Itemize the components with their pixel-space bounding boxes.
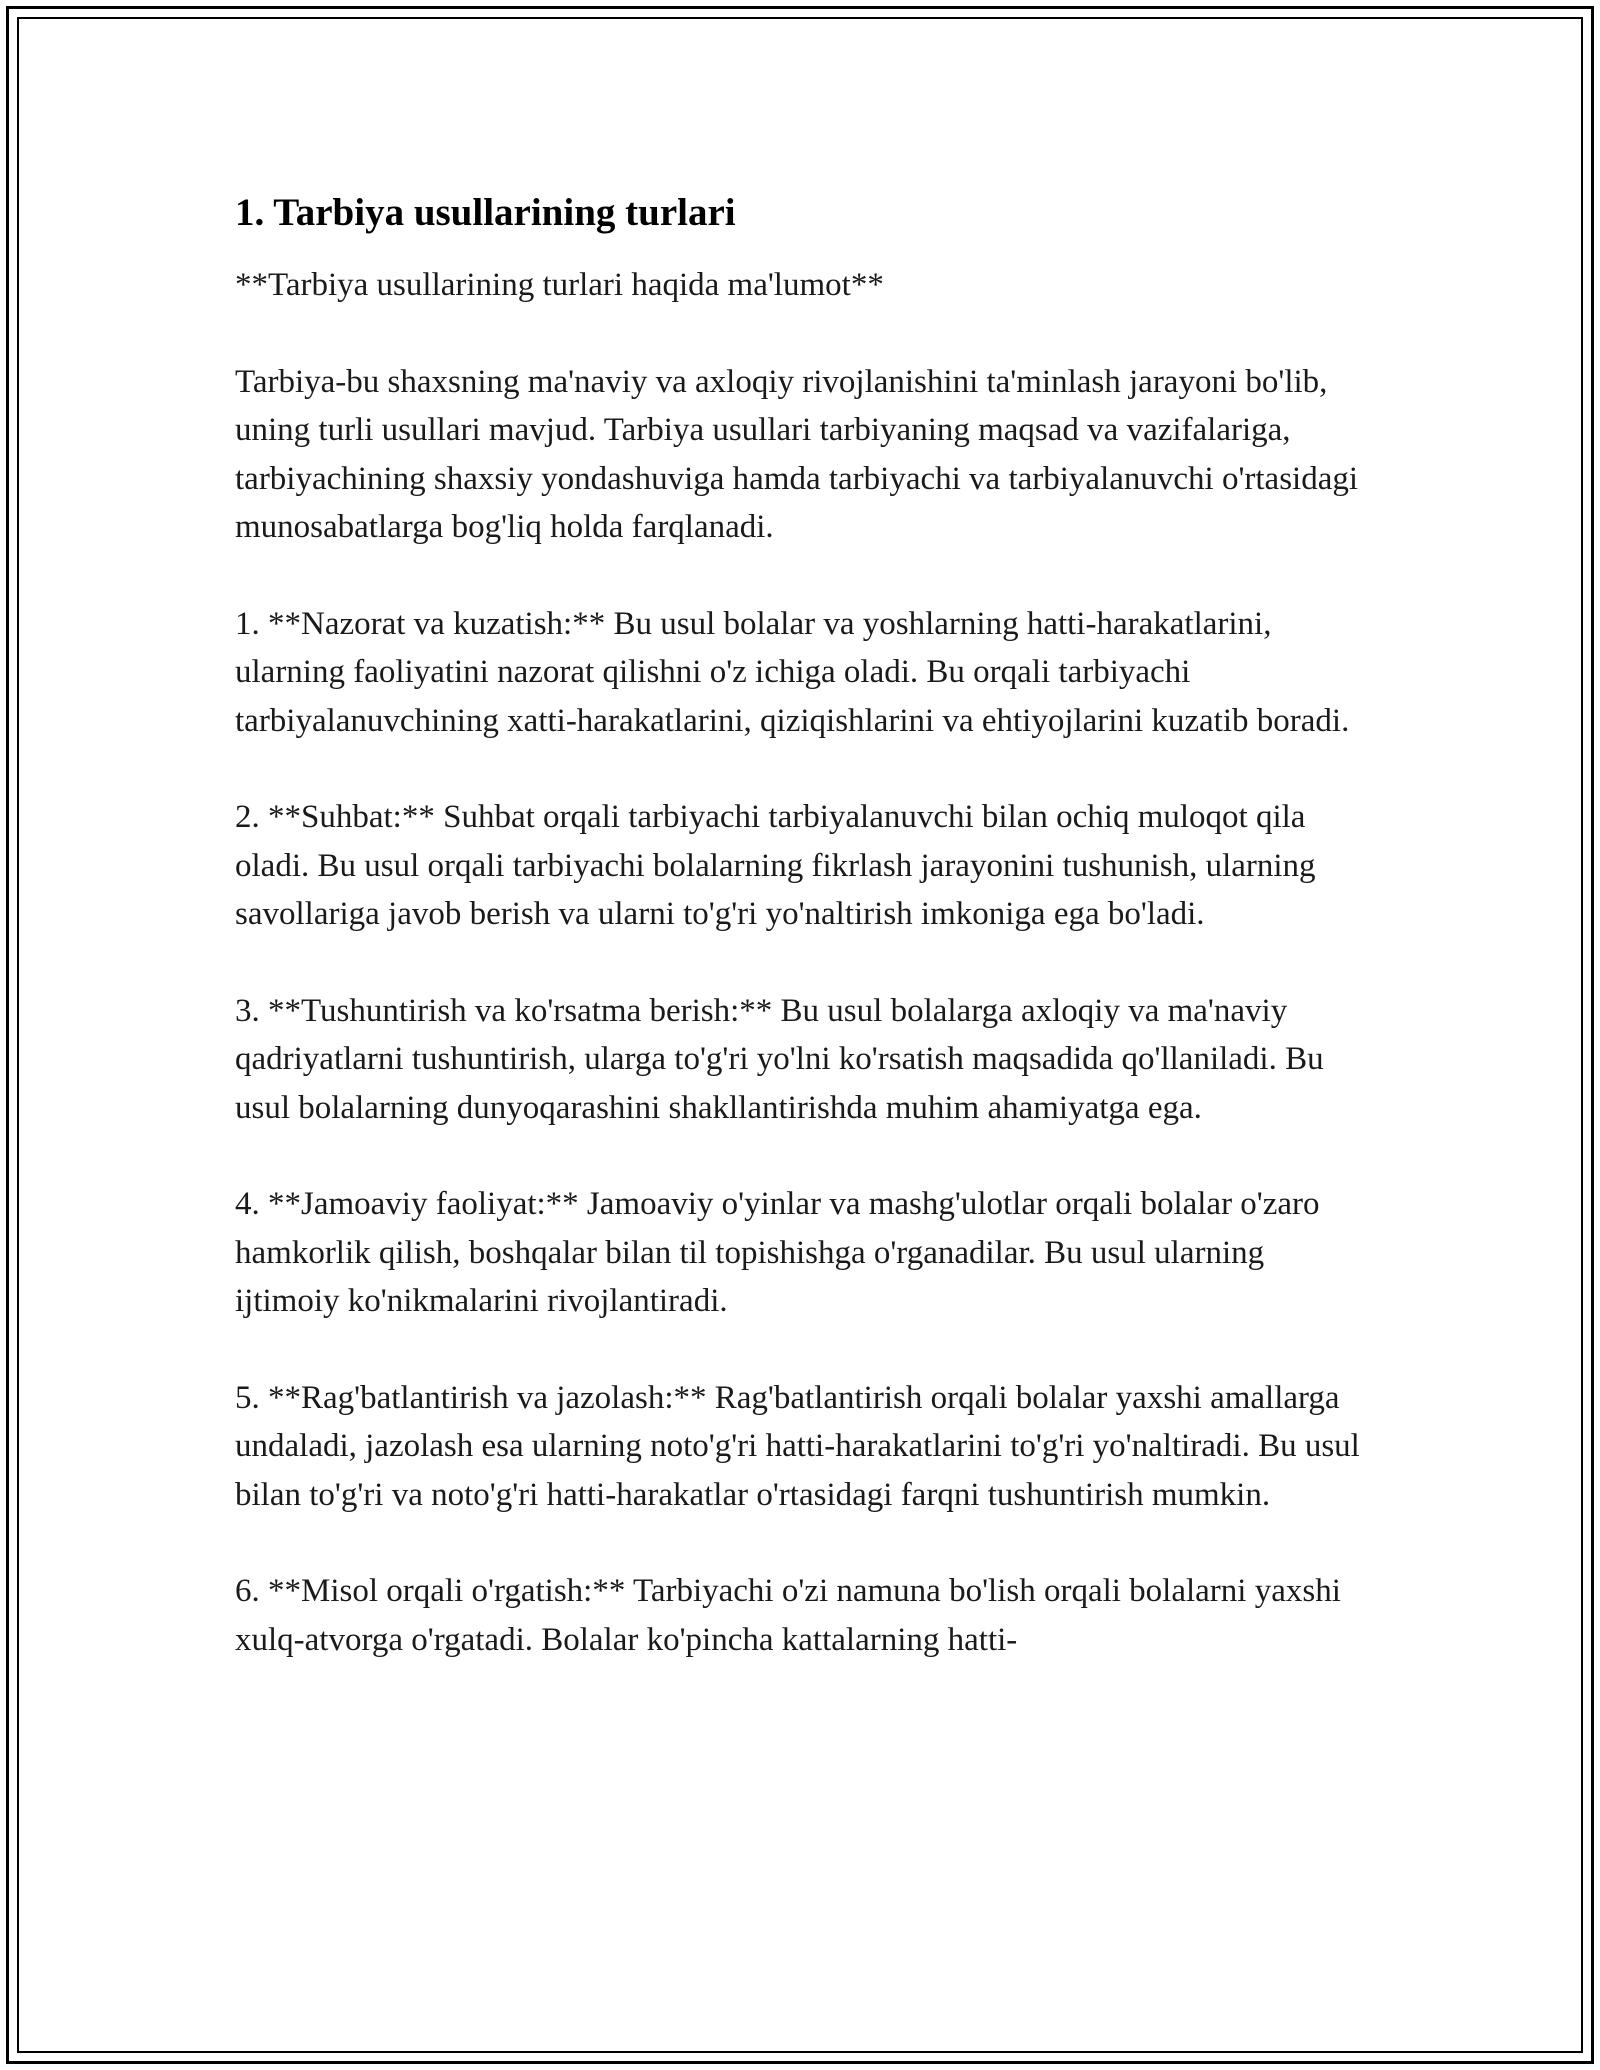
paragraph-jamoaviy: 4. **Jamoaviy faoliyat:** Jamoaviy o'yinlar va mashg'ulotlar orqali bolalar o'zaro hamkorlik qilish, boshqalar bilan til topishishga o'rganadilar. Bu usul ularning ijtimoiy ko'nikmalarini rivojlantiradi. bbox=[235, 1186, 1320, 1319]
paragraph-ragbatlantirish: 5. **Rag'batlantirish va jazolash:** Rag'batlantirish orqali bolalar yaxshi amallarga undaladi, jazolash esa ularning noto'g'ri hatti-harakatlarini to'g'ri yo'naltiradi. Bu usul bilan to'g'ri va noto'g'ri hatti-harakatlar o'rtasidagi farqni tushuntirish mumkin. bbox=[235, 1379, 1360, 1513]
document-body bbox=[235, 185, 1375, 1712]
document-subtitle: **Tarbiya usullarining turlari haqida ma'lumot** bbox=[235, 267, 884, 303]
paragraph-nazorat: 1. **Nazorat va kuzatish:** Bu usul bolalar va yoshlarning hatti-harakatlarini, ularning faoliyatini nazorat qilishni o'z ichiga oladi. Bu orqali tarbiyachi tarbiyalanuvchining xatti-harakatlarini, qiziqishlarini va ehtiyojlarini kuzatib boradi. bbox=[235, 605, 1350, 739]
paragraph-misol: 6. **Misol orqali o'rgatish:** Tarbiyachi o'zi namuna bo'lish orqali bolalarni yaxshi xulq-atvorga o'rgatadi. Bolalar ko'pincha kattalarning hatti- bbox=[235, 1573, 1341, 1658]
paragraph-tushuntirish: 3. **Tushuntirish va ko'rsatma berish:** Bu usul bolalarga axloqiy va ma'naviy qadriyatlarni tushuntirish, ularga to'g'ri yo'lni ko'rsatish maqsadida qo'llaniladi. Bu usul bolalarning dunyoqarashini shakllantirishda muhim ahamiyatga ega. bbox=[235, 992, 1324, 1126]
paragraph-intro: Tarbiya-bu shaxsning ma'naviy va axloqiy rivojlanishini ta'minlash jarayoni bo'lib, uning turli usullari mavjud. Tarbiya usullari tarbiyaning maqsad va vazifalariga, tarbiyachining shaxsiy yondashuviga hamda tarbiyachi va tarbiyalanuvchi o'rtasidagi munosabatlarga bog'liq holda farqlanadi. bbox=[235, 363, 1359, 545]
paragraph-suhbat: 2. **Suhbat:** Suhbat orqali tarbiyachi tarbiyalanuvchi bilan ochiq muloqot qila oladi. Bu usul orqali tarbiyachi bolalarning fikrlash jarayonini tushunish, ularning savollariga javob berish va ularni to'g'ri yo'naltirish imkoniga ega bo'ladi. bbox=[235, 799, 1316, 932]
page-title: 1. Tarbiya usullarining turlari bbox=[235, 191, 736, 234]
